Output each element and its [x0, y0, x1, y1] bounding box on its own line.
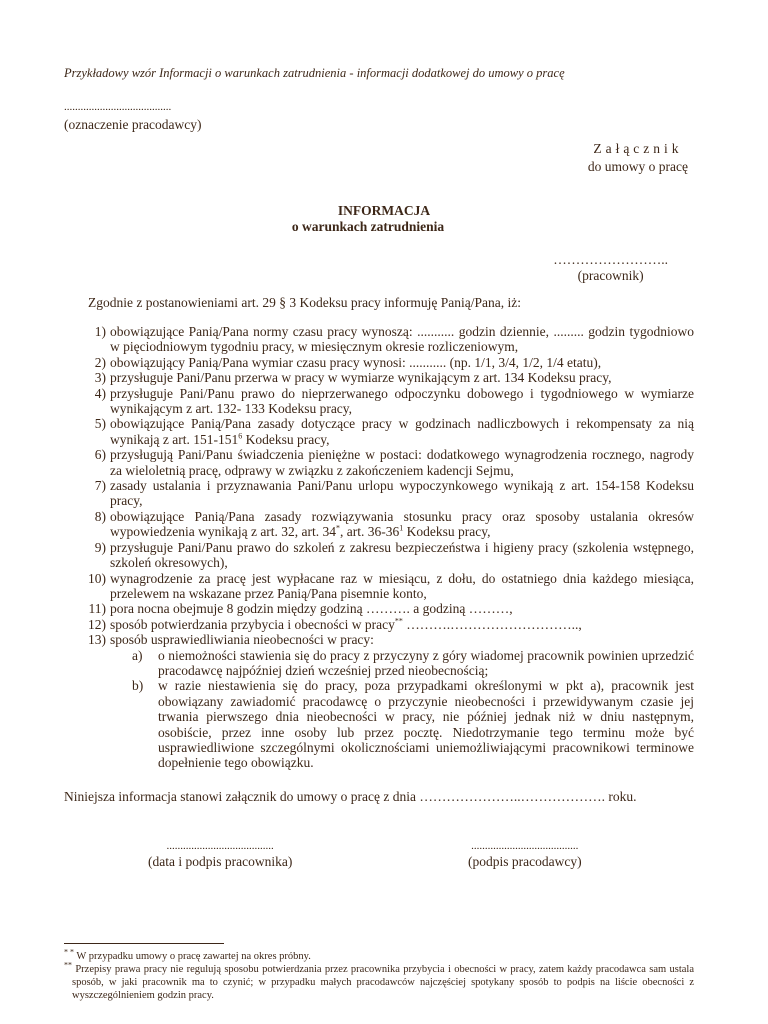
list-item: 3) przysługuje Pani/Panu przerwa w pracy w wymiarze wynikającym z art. 134 Kodeksu pracy,	[94, 370, 612, 386]
employer-signature-label: (podpis pracodawcy)	[468, 854, 582, 869]
title-sub: o warunkach zatrudnienia	[291, 219, 445, 234]
list-item: 1) obowiązujące Panią/Pana normy czasu pracy wynoszą: ........... godzin dziennie, ......... godzin tygodniowo w pięciodniowym tygodniu pracy, w miesięcznym okresie rozliczeniowym,	[94, 324, 694, 355]
worker-block	[553, 252, 668, 284]
list-item: 4) przysługuje Pani/Panu prawo do nieprzerwanego odpoczynku dobowego i tygodniowego w wymiarze wynikającym z art. 132- 133 Kodeksu pracy,	[94, 385, 694, 417]
employer-block	[64, 98, 202, 134]
document-title	[0, 203, 768, 235]
list-item: 12) sposób potwierdzania przybycia i obecności w pracy** ……….………………………..,	[88, 616, 582, 632]
list-item: 13) sposób usprawiedliwiania nieobecności w pracy: a) o niemożności stawienia się do pracy z przyczyny z góry wiadomej pracownik powinien uprzedzić pracodawcę najpóźniej dzień wcześniej przed nieobecnością; b) w razie niestawienia się do pracy, poza przypadkami określonymi w pkt a), pracownik jest obowiązany zawiadomić pracodawcę o przyczynie nieobecności i przewidywanym czasie jej trwania pierwszego dnia nieobecności w pracy, nie później jednak niż w dniu następnym, osobiście, przez inne osoby lub przez pocztę. Niedotrzymanie tego terminu może być usprawiedliwione szczególnymi okolicznościami uniemożliwiającymi pracownikowi terminowe dopełnienie tego obowiązku.	[88, 632, 694, 771]
annex-subtitle: do umowy o pracę	[587, 159, 688, 174]
header-note: Przykładowy wzór Informacji o warunkach zatrudnienia - informacji dodatkowej do umowy o pracę	[64, 66, 565, 80]
sublist-item: a) o niemożności stawienia się do pracy z przyczyny z góry wiadomej pracownik powinien uprzedzić pracodawcę najpóźniej dzień wcześniej przed nieobecnością;	[132, 647, 694, 678]
list-item: 2) obowiązujący Panią/Pana wymiar czasu pracy wynosi: ........... (np. 1/1, 3/4, 1/2, 1/4 etatu),	[94, 354, 602, 370]
conditions-list	[64, 324, 694, 771]
list-item: 5) obowiązujące Panią/Pana zasady dotyczące pracy w godzinach nadliczbowych i rekompensaty za nią wynikają z art. $151-151^6$ Kodeksu pracy,	[94, 416, 694, 447]
annex-title: Załącznik	[593, 141, 683, 156]
list-item: 8) obowiązujące Panią/Pana zasady rozwiązywania stosunku pracy oraz sposoby ustalania okresów wypowiedzenia wynikają z art. 32, art. 34*, art. $36-36^1$ Kodeksu pracy,	[94, 508, 694, 540]
sublist-item: b) w razie niestawienia się do pracy, poza przypadkami określonymi w pkt a), pracownik jest obowiązany zawiadomić pracodawcę o przyczynie nieobecności i przewidywanym czasie jej trwania pierwszego dnia nieobecności w pracy, nie później jednak niż w dniu następnym, osobiście, przez inne osoby lub przez pocztę. Niedotrzymanie tego terminu może być usprawiedliwione szczególnymi okolicznościami uniemożliwiającymi pracownikowi terminowe dopełnienie tego obowiązku.	[132, 678, 694, 771]
footnotes	[64, 947, 694, 1002]
footnote-2: ** Przepisy prawa pracy nie regulują sposobu potwierdzania przez pracownika przybycia i obecności w pracy, zatem każdy pracodawca sam ustala sposób, w jaki pracownik ma to czynić; w przypadku małych pracodawców najczęściej spotykany sposób to podpis na liście obecności z wyszczególnieniem godzin pracy.	[64, 960, 694, 1001]
footnote-divider	[64, 943, 224, 944]
employer-signature	[468, 838, 582, 870]
worker-label: (pracownik)	[577, 268, 644, 283]
employee-signature-label: (data i podpis pracownika)	[148, 854, 293, 869]
intro-paragraph: Zgodnie z postanowieniami art. 29 § 3 Kodeksu pracy informuję Panią/Pana, iż:	[88, 295, 522, 310]
absence-sublist	[110, 648, 694, 771]
employee-signature	[148, 838, 292, 870]
employer-dots: .......................................	[64, 101, 172, 113]
title-main: INFORMACJA	[337, 203, 431, 218]
worker-dots: ……………………..	[553, 252, 668, 267]
list-item: 11) pora nocna obejmuje 8 godzin między godziną ………. a godziną ………,	[88, 601, 513, 617]
employer-label: (oznaczenie pracodawcy)	[64, 117, 202, 132]
employee-signature-dots: .......................................	[166, 840, 274, 852]
annex-block	[588, 140, 688, 176]
footnote-1: * * W przypadku umowy o pracę zawartej na okres próbny.	[64, 947, 311, 962]
list-item: 7) zasady ustalania i przyznawania Pani/Panu urlopu wypoczynkowego wynikają z art. 154-158 Kodeksu pracy,	[94, 478, 694, 509]
list-item: 10) wynagrodzenie za pracę jest wypłacane raz w miesiącu, z dołu, do ostatniego dnia każdego miesiąca, przelewem na wskazane przez Panią/Pana pisemnie konto,	[88, 570, 694, 601]
closing-paragraph: Niniejsza informacja stanowi załącznik do umowy o pracę z dnia …………………..………………. roku.	[64, 789, 637, 804]
employer-signature-dots: .......................................	[471, 840, 579, 852]
list-item: 9) przysługuje Pani/Panu prawo do szkoleń z zakresu bezpieczeństwa i higieny pracy (szkolenia wstępnego, szkoleń okresowych),	[94, 539, 694, 571]
list-item: 6) przysługują Pani/Panu świadczenia pieniężne w postaci: dodatkowego wynagrodzenia rocznego, nagrody za wieloletnią pracę, odprawy w związku z zakończeniem kadencji Sejmu,	[94, 447, 694, 478]
